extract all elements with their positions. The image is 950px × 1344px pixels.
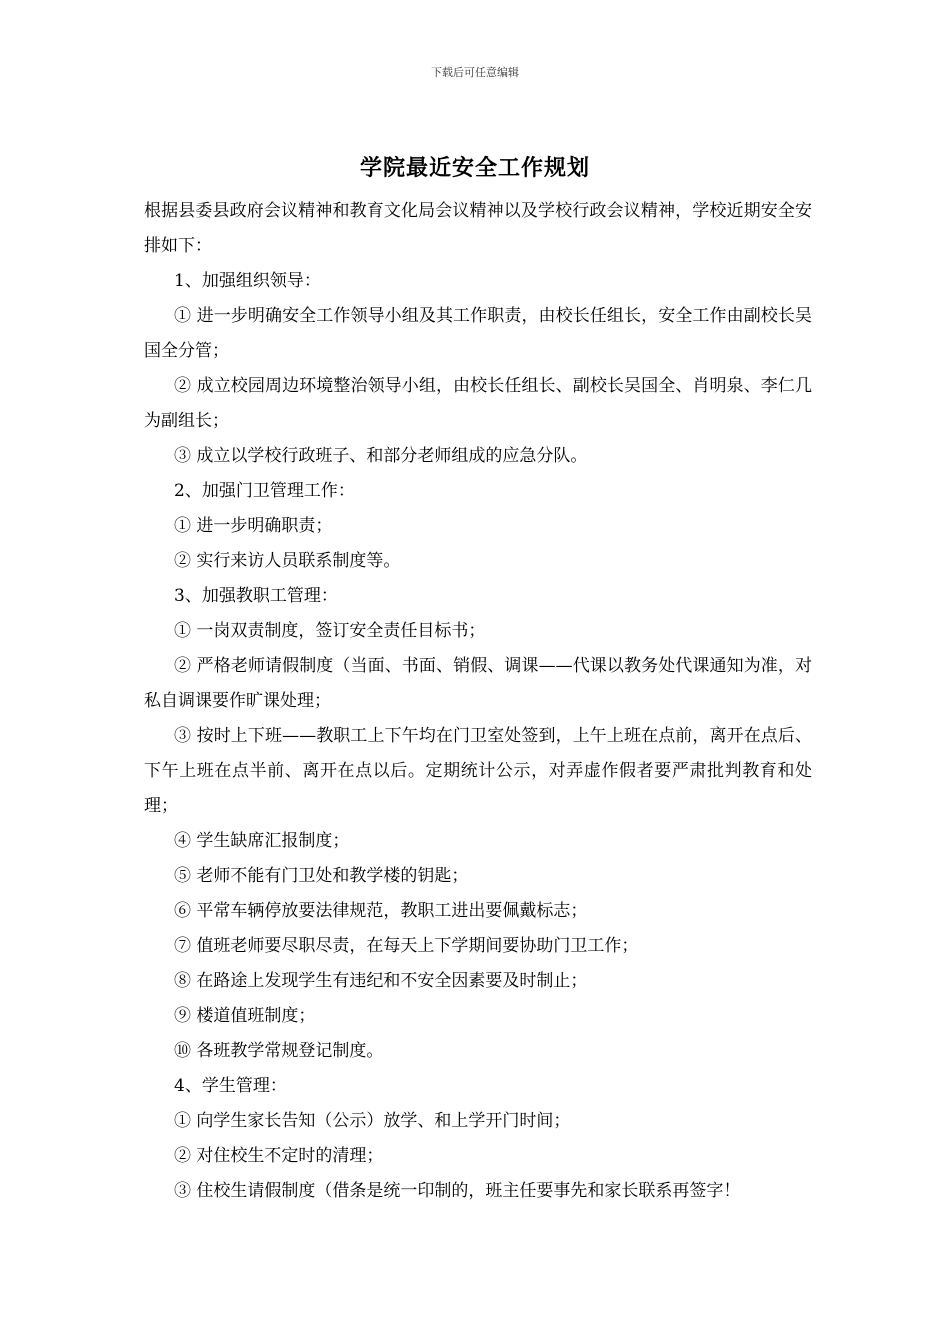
list-item: ③ 成立以学校行政班子、和部分老师组成的应急分队。 [174,446,588,466]
list-item: ① 进一步明确安全工作领导小组及其工作职责，由校长任组长，安全工作由副校长吴国全分管； [144,306,812,361]
list-item: ⑦ 值班老师要尽职尽责，在每天上下学期间要协助门卫工作； [174,936,639,956]
list-item: ③ 住校生请假制度（借条是统一印制的，班主任要事先和家长联系再签字！ [174,1181,741,1201]
document-title: 学院最近安全工作规划 [359,155,590,181]
list-item: ② 严格老师请假制度（当面、书面、销假、调课——代课以教务处代课通知为准，对私自调课要作旷课处理； [144,656,812,711]
list-item: ① 向学生家长告知（公示）放学、和上学开门时间； [174,1111,571,1131]
list-item: ② 实行来访人员联系制度等。 [174,551,401,571]
list-item: ④ 学生缺席汇报制度； [174,831,350,851]
section-heading-1: 1、加强组织领导： [174,271,321,291]
header-note: 下载后可任意编辑 [431,66,519,79]
list-item: ① 进一步明确职责； [174,516,333,536]
list-item: ② 成立校园周边环境整治领导小组，由校长任组长、副校长吴国全、肖明泉、李仁几为副组长； [144,376,812,431]
list-item: ⑧ 在路途上发现学生有违纪和不安全因素要及时制止； [174,971,588,991]
section-heading-3: 3、加强教职工管理： [174,586,338,606]
list-item: ⑥ 平常车辆停放要法律规范，教职工进出要佩戴标志； [174,901,588,921]
section-heading-2: 2、加强门卫管理工作： [174,481,355,501]
intro-paragraph: 根据县委县政府会议精神和教育文化局会议精神以及学校行政会议精神，学校近期安全安排如下： [144,201,812,256]
list-item: ⑨ 楼道值班制度； [174,1006,316,1026]
list-item: ⑩ 各班教学常规登记制度。 [174,1041,384,1061]
list-item: ③ 按时上下班——教职工上下午均在门卫室处签到，上午上班在点前，离开在点后、下午上班在点半前、离开在点以后。定期统计公示，对弄虚作假者要严肃批判教育和处理； [144,726,812,816]
list-item: ② 对住校生不定时的清理； [174,1146,384,1166]
document-body [144,194,812,1209]
list-item: ① 一岗双责制度，签订安全责任目标书； [174,621,486,641]
section-heading-4: 4、学生管理： [174,1076,287,1096]
list-item: ⑤ 老师不能有门卫处和教学楼的钥匙； [174,866,469,886]
